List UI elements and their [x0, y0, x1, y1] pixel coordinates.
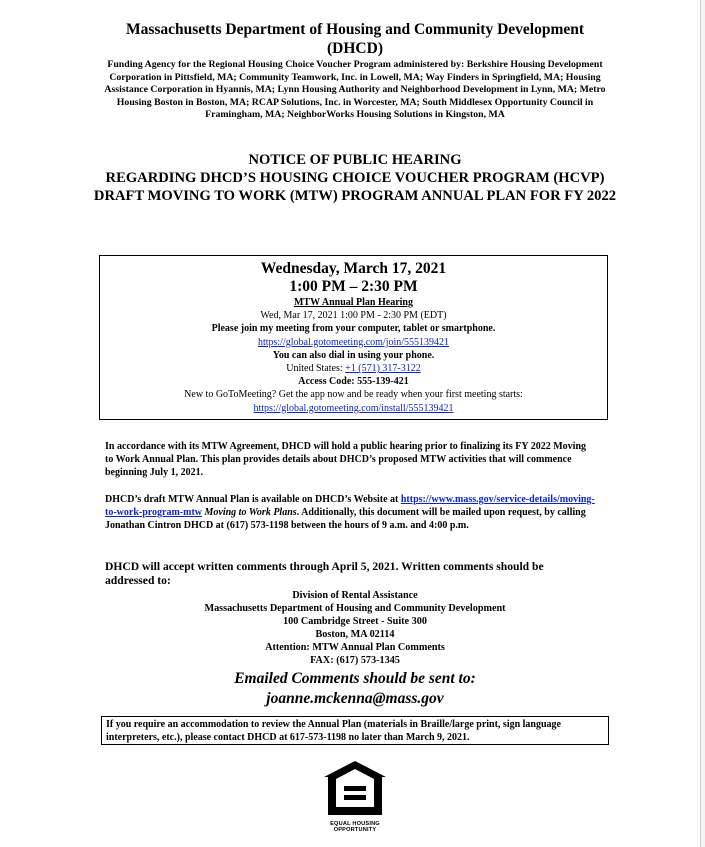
phone-label: United States:	[286, 363, 346, 375]
access-code: Access Code: 555-139-421	[298, 376, 409, 388]
join-instructions: Please join my meeting from your computer, tablet or smartphone.	[211, 323, 496, 335]
join-meeting-link[interactable]: https://global.gotomeeting.com/join/555139421	[257, 336, 450, 348]
equal-housing-opportunity-icon	[322, 760, 388, 816]
mtw-agreement-paragraph: In accordance with its MTW Agreement, DHCD will hold a public hearing prior to finalizing its FY 2022 Moving to Work Annual Plan. This plan provides details about DHCD’s proposed MTW activities that will commence beginning July 1, 2021.	[105, 441, 587, 478]
emailed-comments-heading: Emailed Comments should be sent to:	[234, 670, 476, 687]
dial-in-instructions: You can also dial in using your phone.	[272, 349, 435, 361]
moving-to-work-plans-text: Moving to Work Plans	[202, 507, 297, 518]
comments-email-address: joanne.mckenna@mass.gov	[266, 690, 444, 707]
install-app-link[interactable]: https://global.gotomeeting.com/install/555139421	[253, 402, 454, 414]
draft-plan-paragraph	[105, 493, 595, 532]
meeting-title: MTW Annual Plan Hearing	[293, 297, 413, 308]
accommodation-text: If you require an accommodation to review the Annual Plan (materials in Braille/large print, sign language interpreters, etc.), please contact DHCD at 617-573-1198 no later than March 9, 2021.	[106, 719, 561, 743]
hearing-date: Wednesday, March 17, 2021	[260, 260, 447, 277]
address-line-3: 100 Cambridge Street - Suite 300	[283, 616, 427, 627]
draft-plan-text-end: . Additionally, this document will be mailed upon request, by calling Jonathan Cintron DHCD at (617) 573-1198 between the hours of 9 a.m. and 4:00 p.m.	[105, 507, 586, 531]
notice-line-3: DRAFT MOVING TO WORK (MTW) PROGRAM ANNUAL PLAN FOR FY 2022	[93, 188, 617, 204]
draft-plan-text-start: DHCD’s draft MTW Annual Plan is available on DHCD’s Website at	[105, 494, 401, 505]
emailed-comments	[100, 669, 610, 709]
accommodation-notice-box	[101, 716, 609, 745]
address-line-1: Division of Rental Assistance	[292, 590, 418, 601]
meeting-datetime: Wed, Mar 17, 2021 1:00 PM - 2:30 PM (EDT)	[260, 310, 447, 322]
notice-line-1: NOTICE OF PUBLIC HEARING	[248, 152, 462, 168]
new-to-gotomeeting-text: New to GoToMeeting? Get the app now and be ready when your first meeting starts:	[184, 389, 523, 401]
address-line-6: FAX: (617) 573-1345	[310, 655, 400, 666]
mailing-address	[100, 589, 610, 667]
address-line-5: Attention: MTW Annual Plan Comments	[265, 642, 445, 653]
notice-heading	[90, 151, 620, 205]
phone-number-link[interactable]: +1 (571) 317-3122	[345, 363, 421, 375]
equal-housing-line-2: OPPORTUNITY	[333, 827, 377, 834]
notice-line-2: REGARDING DHCD’S HOUSING CHOICE VOUCHER PROGRAM (HCVP)	[105, 170, 605, 186]
hearing-details-box	[99, 255, 608, 420]
equal-housing-line-1: EQUAL HOUSING	[330, 821, 380, 827]
address-line-2: Massachusetts Department of Housing and Community Development	[204, 603, 506, 614]
hearing-time: 1:00 PM – 2:30 PM	[289, 278, 418, 295]
department-title: Massachusetts Department of Housing and Community Development (DHCD)	[125, 21, 585, 57]
funding-agency-text: Funding Agency for the Regional Housing Choice Voucher Program administered by: Berkshire Housing Development Corporation in Pittsfield, MA; Community Teamwork, Inc. in Lowell, MA; Way Finders in Springfield, MA; Housing Assistance Corporation in Hyannis, MA; Lynn Housing Authority and Neighborhood Development in Lynn, MA; Metro Housing Boston in Boston, MA; RCAP Solutions, Inc. in Worcester, MA; South Middlesex Opportunity Council in Framingham, MA; NeighborWorks Housing Solutions in Kingston, MA	[104, 59, 606, 121]
written-comments-heading: DHCD will accept written comments through April 5, 2021. Written comments should be addressed to:	[105, 560, 544, 587]
equal-housing-logo	[322, 760, 388, 832]
mass-gov-plan-link[interactable]: https://www.mass.gov/service-details/moving-to-work-program-mtw	[105, 494, 595, 518]
address-line-4: Boston, MA 02114	[315, 629, 395, 640]
